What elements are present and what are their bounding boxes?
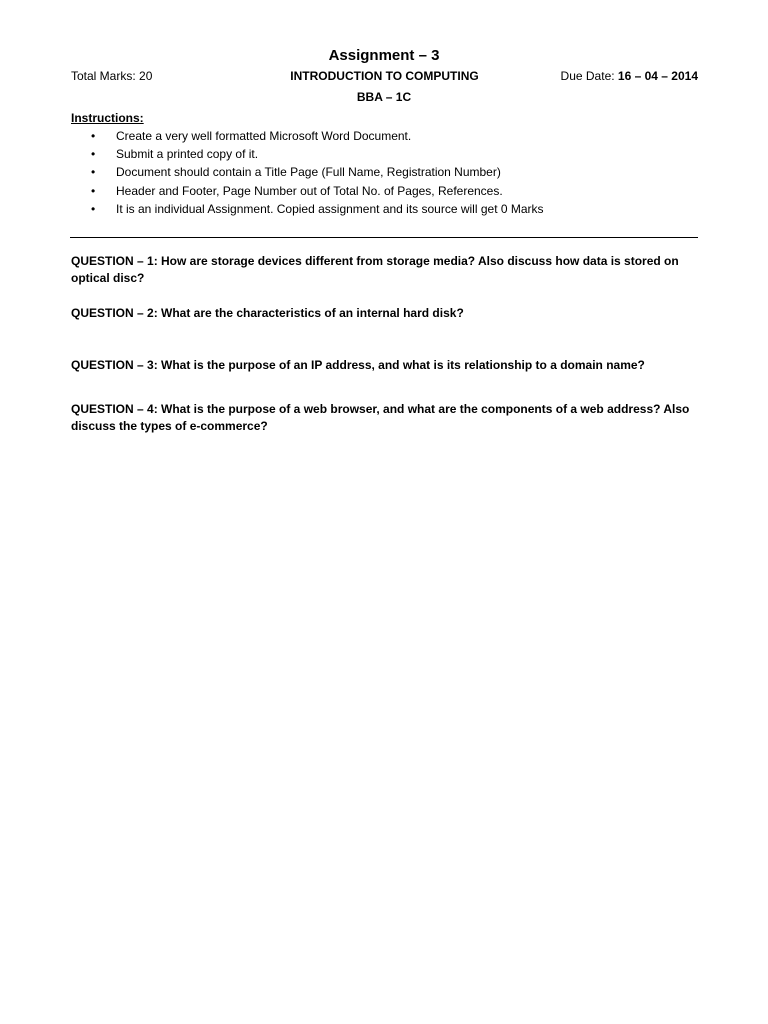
due-date-label: Due Date: xyxy=(560,69,618,83)
instruction-text: Create a very well formatted Microsoft Word Document. xyxy=(116,129,412,143)
bullet-icon: • xyxy=(91,201,96,216)
bullet-icon: • xyxy=(91,183,96,198)
instruction-text: Document should contain a Title Page (Full Name, Registration Number) xyxy=(116,165,501,180)
list-item xyxy=(71,146,544,164)
bullet-icon: • xyxy=(91,129,96,143)
instruction-text: Header and Footer, Page Number out of Total No. of Pages, References. xyxy=(116,183,503,198)
list-item xyxy=(71,164,544,182)
horizontal-divider xyxy=(70,237,698,238)
question-2: QUESTION – 2: What are the characteristics of an internal hard disk? xyxy=(71,306,464,320)
instructions-list xyxy=(71,128,544,219)
question-4: QUESTION – 4: What is the purpose of a web browser, and what are the components of a web address? Also discuss the types of e-commerce? xyxy=(71,402,690,433)
header-row xyxy=(71,69,698,85)
instructions-heading: Instructions: xyxy=(71,111,144,125)
instruction-text: Submit a printed copy of it. xyxy=(116,147,259,162)
bullet-icon: • xyxy=(91,147,96,162)
due-date-value: 16 – 04 – 2014 xyxy=(617,69,698,83)
instruction-text: It is an individual Assignment. Copied assignment and its source will get 0 Marks xyxy=(116,201,544,216)
list-item xyxy=(71,183,544,201)
list-item xyxy=(71,128,544,146)
question-1: QUESTION – 1: How are storage devices different from storage media? Also discuss how data is stored on optical disc? xyxy=(71,254,679,285)
class-code: BBA – 1C xyxy=(356,90,412,104)
question-3: QUESTION – 3: What is the purpose of an IP address, and what is its relationship to a domain name? xyxy=(71,358,645,372)
assignment-title: Assignment – 3 xyxy=(328,47,440,64)
bullet-icon: • xyxy=(91,165,96,180)
total-marks: Total Marks: 20 xyxy=(71,69,153,83)
due-date xyxy=(561,69,698,83)
list-item xyxy=(71,201,544,219)
course-title: INTRODUCTION TO COMPUTING xyxy=(290,69,479,83)
